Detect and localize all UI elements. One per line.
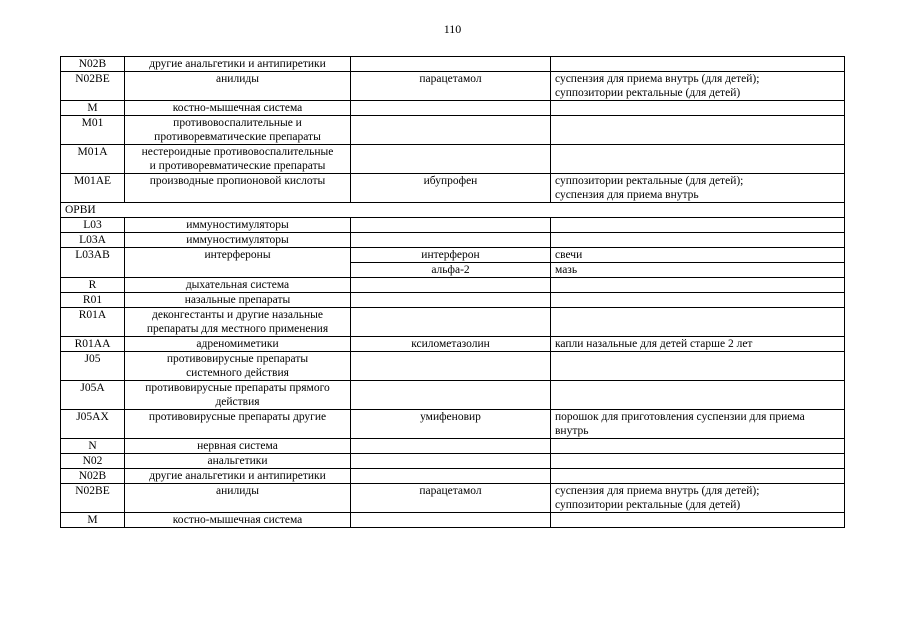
atc-code-cell: M01A	[61, 145, 125, 174]
drug-name-cell: ибупрофен	[351, 174, 551, 203]
atc-group-cell: противовирусные препараты системного действия	[125, 352, 351, 381]
atc-group-cell: адреномиметики	[125, 337, 351, 352]
drug-name-cell: умифеновир	[351, 410, 551, 439]
atc-code-cell: J05AX	[61, 410, 125, 439]
table-row	[61, 101, 845, 116]
drug-name-cell	[351, 352, 551, 381]
atc-group-cell: нестероидные противовоспалительные и противоревматические препараты	[125, 145, 351, 174]
drug-name-cell	[351, 101, 551, 116]
table-row	[61, 352, 845, 381]
atc-group-cell: интерфероны	[125, 248, 351, 278]
atc-code-cell: R	[61, 278, 125, 293]
atc-group-cell: противовирусные препараты другие	[125, 410, 351, 439]
atc-code-cell: R01AA	[61, 337, 125, 352]
atc-group-cell: назальные препараты	[125, 293, 351, 308]
dosage-form-cell	[551, 439, 845, 454]
drug-name-cell: интерферон	[351, 248, 551, 263]
atc-code-cell: N02BE	[61, 484, 125, 513]
atc-code-cell: M01	[61, 116, 125, 145]
table-row	[61, 278, 845, 293]
table-row	[61, 439, 845, 454]
atc-group-cell: анилиды	[125, 484, 351, 513]
section-header: ОРВИ	[61, 203, 845, 218]
dosage-form-cell: суппозитории ректальные (для детей); суспензия для приема внутрь	[551, 174, 845, 203]
dosage-form-cell	[551, 218, 845, 233]
atc-group-cell: иммуностимуляторы	[125, 233, 351, 248]
drug-name-cell	[351, 116, 551, 145]
atc-group-cell: противовирусные препараты прямого действия	[125, 381, 351, 410]
table-row	[61, 293, 845, 308]
atc-code-cell: N02	[61, 454, 125, 469]
atc-code-cell: L03	[61, 218, 125, 233]
drug-name-cell	[351, 233, 551, 248]
atc-code-cell: R01A	[61, 308, 125, 337]
atc-code-cell: N02B	[61, 57, 125, 72]
atc-code-cell: N02BE	[61, 72, 125, 101]
dosage-form-cell: мазь	[551, 263, 845, 278]
drug-name-cell	[351, 513, 551, 528]
drug-name-cell	[351, 439, 551, 454]
dosage-form-cell: капли назальные для детей старше 2 лет	[551, 337, 845, 352]
drug-name-cell	[351, 469, 551, 484]
drug-name-cell	[351, 145, 551, 174]
table-row	[61, 454, 845, 469]
table-row	[61, 410, 845, 439]
drug-name-cell	[351, 381, 551, 410]
table-row	[61, 57, 845, 72]
atc-group-cell: дыхательная система	[125, 278, 351, 293]
atc-group-cell: другие анальгетики и антипиретики	[125, 469, 351, 484]
table-row	[61, 218, 845, 233]
dosage-form-cell	[551, 381, 845, 410]
dosage-form-cell	[551, 145, 845, 174]
table-row	[61, 308, 845, 337]
dosage-form-cell	[551, 101, 845, 116]
drug-name-cell	[351, 308, 551, 337]
drug-name-cell: парацетамол	[351, 484, 551, 513]
atc-group-cell: другие анальгетики и антипиретики	[125, 57, 351, 72]
dosage-form-cell	[551, 293, 845, 308]
table-row	[61, 203, 845, 218]
atc-code-cell: M	[61, 513, 125, 528]
atc-group-cell: противовоспалительные и противоревматические препараты	[125, 116, 351, 145]
dosage-form-cell: суспензия для приема внутрь (для детей); суппозитории ректальные (для детей)	[551, 72, 845, 101]
table-row	[61, 116, 845, 145]
drug-name-cell	[351, 57, 551, 72]
atc-group-cell: анальгетики	[125, 454, 351, 469]
table-row	[61, 381, 845, 410]
page-number: 110	[443, 22, 462, 36]
dosage-form-cell	[551, 352, 845, 381]
table-row	[61, 174, 845, 203]
dosage-form-cell	[551, 469, 845, 484]
atc-group-cell: анилиды	[125, 72, 351, 101]
atc-group-cell: иммуностимуляторы	[125, 218, 351, 233]
atc-code-cell: R01	[61, 293, 125, 308]
atc-group-cell: деконгестанты и другие назальные препараты для местного применения	[125, 308, 351, 337]
atc-code-cell: N	[61, 439, 125, 454]
atc-code-cell: J05A	[61, 381, 125, 410]
dosage-form-cell	[551, 233, 845, 248]
drug-name-cell: ксилометазолин	[351, 337, 551, 352]
drug-name-cell: парацетамол	[351, 72, 551, 101]
atc-group-cell: костно-мышечная система	[125, 101, 351, 116]
drug-classification-table	[60, 56, 845, 528]
dosage-form-cell	[551, 278, 845, 293]
table-row	[61, 469, 845, 484]
dosage-form-cell	[551, 513, 845, 528]
dosage-form-cell	[551, 308, 845, 337]
atc-code-cell: N02B	[61, 469, 125, 484]
drug-name-cell	[351, 454, 551, 469]
table-row	[61, 145, 845, 174]
atc-group-cell: производные пропионовой кислоты	[125, 174, 351, 203]
table-row	[61, 248, 845, 263]
atc-group-cell: нервная система	[125, 439, 351, 454]
dosage-form-cell: свечи	[551, 248, 845, 263]
dosage-form-cell	[551, 454, 845, 469]
table-row	[61, 513, 845, 528]
table-row	[61, 72, 845, 101]
atc-code-cell: L03A	[61, 233, 125, 248]
dosage-form-cell: суспензия для приема внутрь (для детей); суппозитории ректальные (для детей)	[551, 484, 845, 513]
atc-code-cell: M01AE	[61, 174, 125, 203]
atc-code-cell: M	[61, 101, 125, 116]
atc-group-cell: костно-мышечная система	[125, 513, 351, 528]
table-row	[61, 484, 845, 513]
drug-name-cell	[351, 278, 551, 293]
atc-code-cell: J05	[61, 352, 125, 381]
drug-name-cell: альфа-2	[351, 263, 551, 278]
dosage-form-cell	[551, 116, 845, 145]
table-row	[61, 337, 845, 352]
drug-name-cell	[351, 293, 551, 308]
dosage-form-cell	[551, 57, 845, 72]
drug-name-cell	[351, 218, 551, 233]
dosage-form-cell: порошок для приготовления суспензии для приема внутрь	[551, 410, 845, 439]
atc-code-cell: L03AB	[61, 248, 125, 278]
table-row	[61, 233, 845, 248]
